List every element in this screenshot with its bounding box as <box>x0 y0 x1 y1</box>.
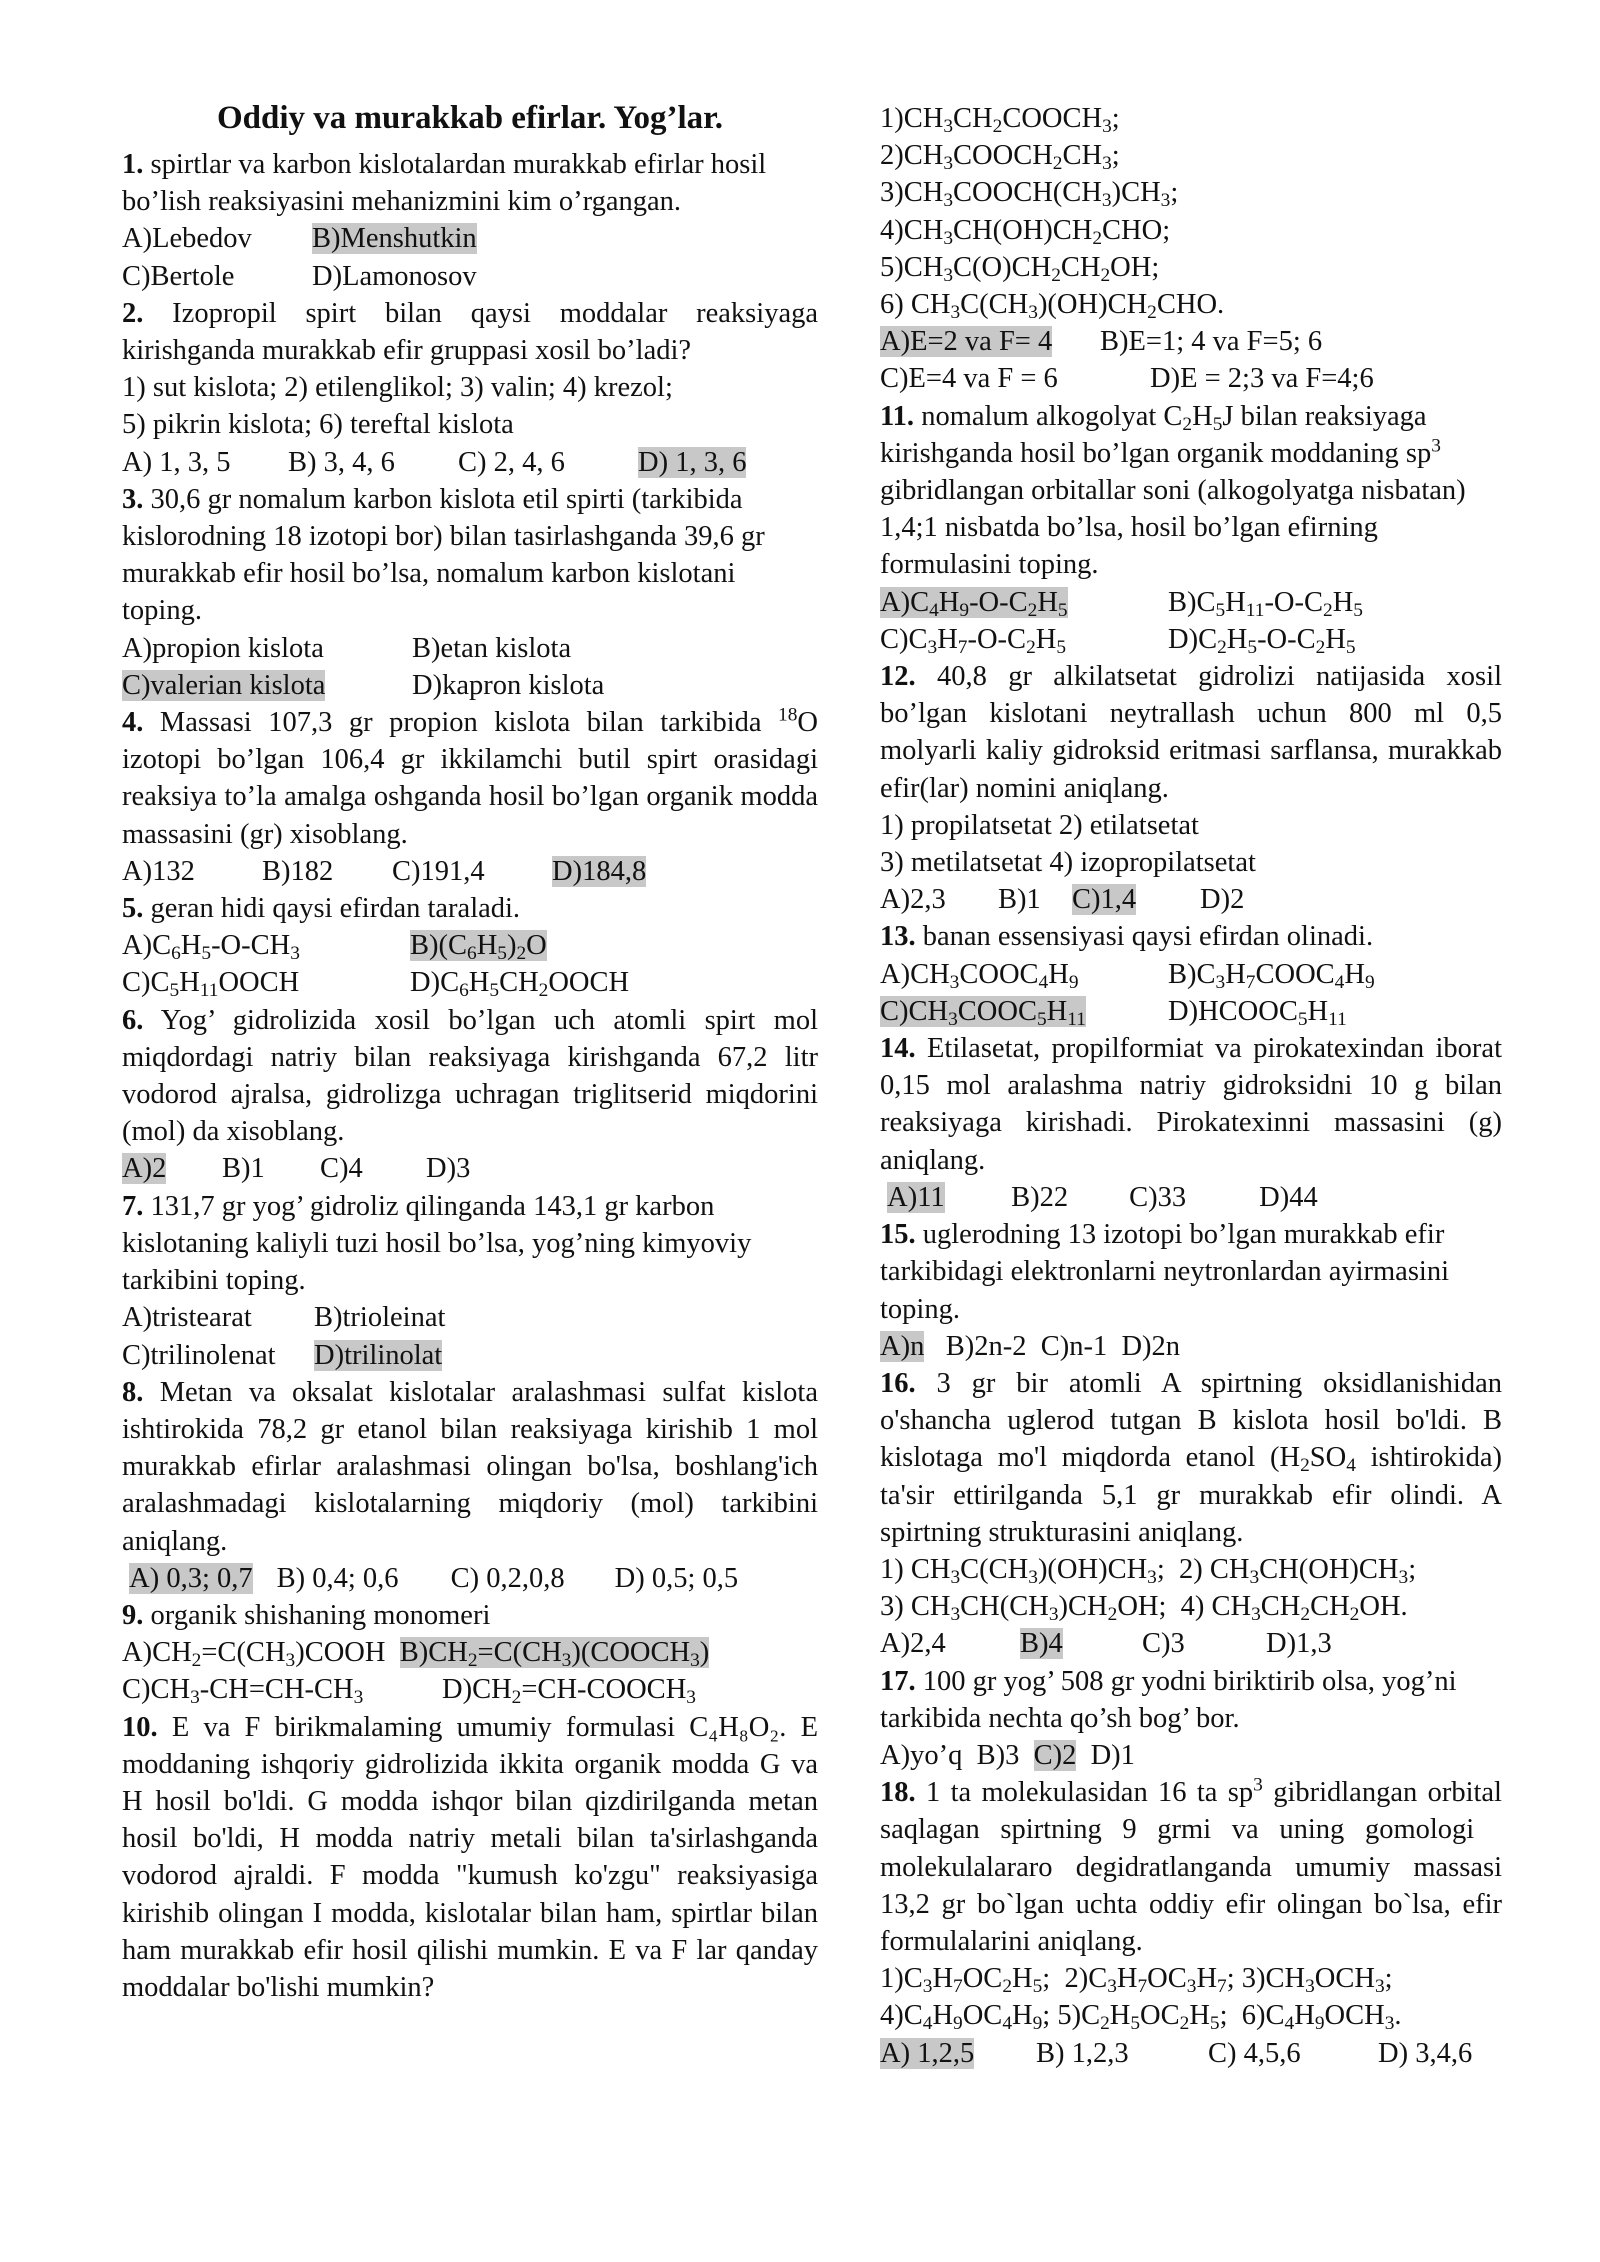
page-title: Oddiy va murakkab efirlar. Yog’lar. <box>216 100 724 136</box>
question-2 <box>122 295 818 481</box>
question-number: 8. <box>122 1376 144 1408</box>
option-a: $A)C_6H_5-O-CH_3$ <box>122 930 300 965</box>
option-d: $D)C_6H_5CH_2OOCH$ <box>410 967 630 1002</box>
compound-2: $2)CH_3COOCH_2CH_3$; <box>880 140 1120 175</box>
option-c: C)3 <box>1142 1628 1185 1660</box>
option-c: C)Bertole <box>122 260 235 292</box>
question-5 <box>122 890 818 1002</box>
option-b: $B)C_3H_7COOC_4H_9$ <box>1168 958 1375 993</box>
compound-6: 6) $CH_3C(CH_3)(OH)CH_2CHO$. <box>880 289 1225 323</box>
question-number: 4. <box>122 707 144 739</box>
option-d-correct: D)184,8 <box>552 855 647 887</box>
question-14 <box>880 1030 1502 1216</box>
question-stem: 100 gr yog’ 508 gr yodni biriktirib olsa, yog’ni tarkibida nechta qo’sh bog’ bor. <box>880 1665 1457 1734</box>
answer-list-line: 1) sut kislota; 2) etilenglikol; 3) valin; 4) krezol; <box>122 372 673 404</box>
question-13 <box>880 918 1502 1030</box>
option-d: D)kapron kislota <box>412 669 605 701</box>
option-a-correct: A) 1,2,5 <box>880 2037 975 2069</box>
option-d-correct: D)trilinolat <box>314 1339 443 1371</box>
answer-list-line: 3) metilatsetat 4) izopropilatsetat <box>880 847 1256 879</box>
question-4 <box>122 704 818 890</box>
option-b: B)trioleinat <box>314 1302 446 1334</box>
option-b: B) 0,4; 0,6 <box>276 1562 399 1594</box>
option-c: C)4 <box>320 1153 363 1185</box>
compound-list-line: 1) $CH_3C(CH_3)(OH)CH_3$; 2) $CH_3CH(OH)CH_3$; <box>880 1553 1417 1588</box>
question-12 <box>880 658 1502 918</box>
question-10 <box>122 1709 818 2007</box>
question-number: 11. <box>880 400 915 432</box>
option-c: C)33 <box>1129 1181 1187 1213</box>
question-stem: Massasi 107,3 gr propion kislota bilan tarkibida <box>143 707 779 739</box>
option-d: D)Lamonosov <box>312 260 477 292</box>
option-b: B)1 <box>998 884 1041 916</box>
option-c-correct: C)2 <box>1033 1739 1077 1771</box>
option-a-correct: A)2 <box>122 1153 167 1185</box>
option-c: C) 0,2,0,8 <box>450 1562 565 1594</box>
option-c-correct: C)valerian kislota <box>122 669 326 701</box>
question-stem: geran hidi qaysi efirdan taraladi. <box>143 893 521 925</box>
question-stem: 131,7 gr yog’ gidroliz qilinganda 143,1 gr karbon kislotaning kaliyli tuzi hosil bo’lsa, yog’ning kimyoviy tarkibini toping. <box>122 1190 752 1297</box>
question-number: 12. <box>880 661 916 693</box>
compound-list-line: 3) $CH_3CH(CH_3)CH_2OH$; 4) $CH_3CH_2CH_2OH$. <box>880 1591 1408 1625</box>
option-a-correct: A)11 <box>887 1181 945 1213</box>
answer-list-line: 5) pikrin kislota; 6) tereftal kislota <box>122 409 514 441</box>
question-number: 15. <box>880 1219 916 1251</box>
option-d-correct: D) 1, 3, 6 <box>638 446 747 478</box>
compound-1: $1)CH_3CH_2COOCH_3$; <box>880 103 1120 137</box>
option-c: C)trilinolenat <box>122 1339 276 1371</box>
option-a: A)Lebedov <box>122 223 252 255</box>
option-b-correct: $B)(C_6H_5)_2O$ <box>410 930 547 965</box>
question-stem: Izopropil spirt bilan qaysi moddalar reaksiyaga kirishganda murakkab efir gruppasi xosil bo’ladi? <box>122 297 818 367</box>
option-b: $B)C_5H_{11}-O-C_2H_5$ <box>1168 586 1363 621</box>
option-d: D)2 <box>1200 884 1245 916</box>
option-c: $C)CH_3-CH=CH-CH_3$ <box>122 1674 364 1709</box>
option-b: B) 3, 4, 6 <box>288 446 395 478</box>
question-stem: banan essensiyasi qaysi efirdan olinadi. <box>915 921 1374 953</box>
question-number: 3. <box>122 483 144 515</box>
option-d: D)44 <box>1259 1181 1318 1213</box>
question-stem: Yog’ gidrolizida xosil bo’lgan uch atomli spirt mol miqdordagi natriy bilan reaksiyaga kirishganda 67,2 litr vodorod ajralsa, gidrolizga uchragan triglitserid miqdorini (mol) da xisoblang. <box>122 1004 818 1148</box>
question-number: 1. <box>122 149 144 180</box>
option-a: $A)CH_2=C(CH_3)COOH$ <box>122 1637 386 1671</box>
question-number: 14. <box>880 1033 916 1065</box>
option-a: $A)CH_3COOC_4H_9$ <box>880 958 1079 993</box>
compound-list-line: $1)C_3H_7OC_2H_5$; $2)C_3H_7OC_3H_7$; $3)CH_3OCH_3$; <box>880 1963 1393 1997</box>
option-a-correct: A) 0,3; 0,7 <box>129 1562 253 1594</box>
option-d: $D)CH_2=CH-COOCH_3$ <box>442 1674 696 1709</box>
question-3 <box>122 481 818 704</box>
question-number: 9. <box>122 1599 144 1631</box>
question-15 <box>880 1216 1502 1365</box>
option-d: D) 0,5; 0,5 <box>614 1562 739 1594</box>
question-number: 18. <box>880 1777 916 1809</box>
question-number: 7. <box>122 1190 144 1222</box>
option-b: B)22 <box>1011 1181 1069 1213</box>
left-column <box>122 96 818 2006</box>
option-a: A)2,3 <box>880 884 946 916</box>
option-c: $C)C_3H_7-O-C_2H_5$ <box>880 623 1067 658</box>
option-c: C) 2, 4, 6 <box>458 446 565 478</box>
option-a: A)tristearat <box>122 1302 252 1334</box>
option-b: B)etan kislota <box>412 632 572 664</box>
question-11: 11. nomalum alkogolyat $C_2H_5J$ bilan reaksiyaga kirishganda hosil bo’lgan organik moddaning $sp^3$ gibridlangan orbitallar soni (alkogolyatga nisbatan) 1,4;1 nisbatda bo’lsa, hosil bo’lgan efirning formulasini toping. $A)C_4H_9-O-C_2H_5$ $B)C_5H_{11}-O-C_2H_5$ $C)C_3H_7-O-C_2H_5$ $D)C_2H_5-O-C_2H_5$ <box>880 400 1466 658</box>
right-column <box>880 100 1502 2072</box>
option-b-correct: $B)CH_2=C(CH_3)(COOCH_3)$ <box>399 1637 710 1671</box>
question-number: 13. <box>880 921 916 953</box>
option-c: C) 4,5,6 <box>1208 2037 1301 2069</box>
option-c: $C)C_5H_{11}OOCH$ <box>122 967 300 1002</box>
option-b: B)1 <box>222 1153 265 1185</box>
question-stem: Metan va oksalat kislotalar aralashmasi sulfat kislota ishtirokida 78,2 gr etanol bilan reaksiyaga kirishib 1 mol murakkab efirlar aralashmasi olingan bo'lsa, boshlang'ich aralashmadagi kislotalarning miqdoriy (mol) tarkibini aniqlang. <box>122 1376 818 1557</box>
compound-4: $4)CH_3CH(OH)CH_2CHO$; <box>880 214 1171 249</box>
option-a-correct: A)E=2 va F= 4 <box>880 326 1053 358</box>
option-a: A)propion kislota <box>122 632 324 664</box>
option-d: D)3 <box>426 1153 471 1185</box>
option-d: D)1 <box>1090 1739 1135 1771</box>
question-stem-cont: O izotopi bo’lgan 106,4 gr ikkilamchi butil spirt orasidagi reaksiya to’la amalga oshganda hosil bo’lgan organik modda massasini (gr) xisoblang. <box>122 707 818 850</box>
question-stem: spirtlar va karbon kislotalardan murakkab efirlar hosil bo’lish reaksiyasini mehanizmini kim o’rgangan. <box>122 149 767 218</box>
option-a: A)2,4 <box>880 1628 946 1660</box>
question-10-options <box>880 100 1502 398</box>
option-b: B)E=1; 4 va F=5; 6 <box>1100 326 1323 358</box>
option-b: B) 1,2,3 <box>1036 2037 1129 2069</box>
question-1 <box>122 146 818 295</box>
compound-5: $5)CH_3C(O)CH_2CH_2OH$; <box>880 251 1160 286</box>
option-b: B)182 <box>262 855 334 887</box>
isotope-superscript: 18 <box>778 704 798 726</box>
option-d: D)E = 2;3 va F=4;6 <box>1150 363 1374 395</box>
question-number: 16. <box>880 1367 916 1399</box>
question-number: 2. <box>122 297 144 329</box>
option-a: A)132 <box>122 855 195 887</box>
compound-list-line: $4)C_4H_9OC_4H_9$; $5)C_2H_5OC_2H_5$; $6)C_4H_9OCH_3$. <box>880 2000 1402 2035</box>
question-7 <box>122 1188 818 1374</box>
question-number: 5. <box>122 893 144 925</box>
question-number: 10. <box>122 1711 158 1743</box>
question-9 <box>122 1597 818 1709</box>
question-stem: E va F birikmalaming umumiy formulasi C₄H₈O₂. E moddaning ishqoriy gidrolizida ikkita organik modda G va H hosil bo'ldi. G modda ishqor bilan qizdirilganda metan hosil bo'ldi, H modda natriy metali bilan ta'sirlashganda vodorod ajraldi. F modda "kumush ko'zgu" reaksiyasiga kirishib olingan I modda, kislotalar bilan ham, spirtlar bilan ham murakkab efir hosil qilishi mumkin. E va F lar qanday moddalar bo'lishi mumkin? <box>122 1711 818 2003</box>
option-b-correct: B)Menshutkin <box>312 223 477 255</box>
question-16: 16. 3 gr bir atomli A spirtning oksidlanishidan o'shancha uglerod tutgan B kislota hosil bo'ldi. B kislotaga mo'l miqdorda etanol ($H_2SO_4$ ishtirokida) ta'sir ettirilganda 5,1 gr murakkab efir olindi. A spirtning strukturasini aniqlang. 1) $CH_3C(CH_3)(OH)CH_3$; 2) $CH_3CH(OH)CH_3$; 3) $CH_3CH(CH_3)CH_2OH$; 4) $CH_3CH_2CH_2OH$. A)2,4 B)4 C)3 D)1,3 <box>880 1365 1502 1663</box>
question-6 <box>122 1002 818 1188</box>
answer-list-line: 1) propilatsetat 2) etilatsetat <box>880 809 1199 841</box>
question-number: 6. <box>122 1004 144 1036</box>
option-d: D)2n <box>1121 1330 1181 1362</box>
option-c-correct: $C)CH_3COOC_5H_{11}$ <box>880 995 1086 1030</box>
option-d: D) 3,4,6 <box>1378 2037 1473 2069</box>
question-stem: organik shishaning monomeri <box>143 1599 491 1631</box>
question-18: 18. 1 ta molekulasidan 16 ta $sp^3$ gibridlangan orbital saqlagan spirtning 9 grmi va uning gomologi molekulalararo degidratlanganda umumiy massasi 13,2 gr bo`lgan uchta oddiy efir olingan bo`lsa, efir formulalarini aniqlang. $1)C_3H_7OC_2H_5$; $2)C_3H_7OC_3H_7$; $3)CH_3OCH_3$; $4)C_4H_9OC_4H_9$; $5)C_2H_5OC_2H_5$; $6)C_4H_9OCH_3$. A) 1,2,5 B) 1,2,3 C) 4,5,6 D) 3,4,6 <box>880 1774 1502 2072</box>
option-c: C)E=4 va F = 6 <box>880 363 1058 395</box>
compound-3: $3)CH_3COOCH(CH_3)CH_3$; <box>880 177 1179 212</box>
option-b: B)2n-2 <box>945 1330 1027 1362</box>
option-a-correct: $A)C_4H_9-O-C_2H_5$ <box>880 586 1068 621</box>
option-a-correct: A)n <box>880 1330 925 1362</box>
option-c-correct: C)1,4 <box>1072 884 1137 916</box>
option-c: C)191,4 <box>392 855 485 887</box>
option-a: A) 1, 3, 5 <box>122 446 231 478</box>
question-stem: Etilasetat, propilformiat va pirokatexindan iborat 0,15 mol aralashma natriy gidroksidni 10 g bilan reaksiyaga kirishadi. Pirokatexinni massasini (g) aniqlang. <box>880 1033 1502 1176</box>
option-d: $D)C_2H_5-O-C_2H_5$ <box>1168 623 1356 658</box>
option-d: D)1,3 <box>1266 1628 1332 1660</box>
option-d: $D)HCOOC_5H_{11}$ <box>1168 995 1347 1030</box>
question-stem: 30,6 gr nomalum karbon kislota etil spirti (tarkibida kislorodning 18 izotopi bor) bilan tasirlashganda 39,6 gr murakkab efir hosil bo’lsa, nomalum karbon kislotani toping. <box>122 483 765 627</box>
option-a: A)yo’q <box>880 1739 963 1771</box>
question-stem: uglerodning 13 izotopi bo’lgan murakkab efir tarkibidagi elektronlarni neytronlardan ayirmasini toping. <box>880 1219 1450 1325</box>
question-stem: 40,8 gr alkilatsetat gidrolizi natijasida xosil bo’lgan kislotani neytrallash uchun 800 ml 0,5 molyarli kaliy gidroksid eritmasi sarflansa, murakkab efir(lar) nomini aniqlang. <box>880 661 1502 804</box>
question-17 <box>880 1663 1502 1775</box>
question-number: 17. <box>880 1665 916 1697</box>
option-b: B)3 <box>976 1739 1020 1771</box>
option-c: C)n-1 <box>1040 1330 1108 1362</box>
option-b-correct: B)4 <box>1020 1628 1063 1660</box>
question-8 <box>122 1374 818 1597</box>
